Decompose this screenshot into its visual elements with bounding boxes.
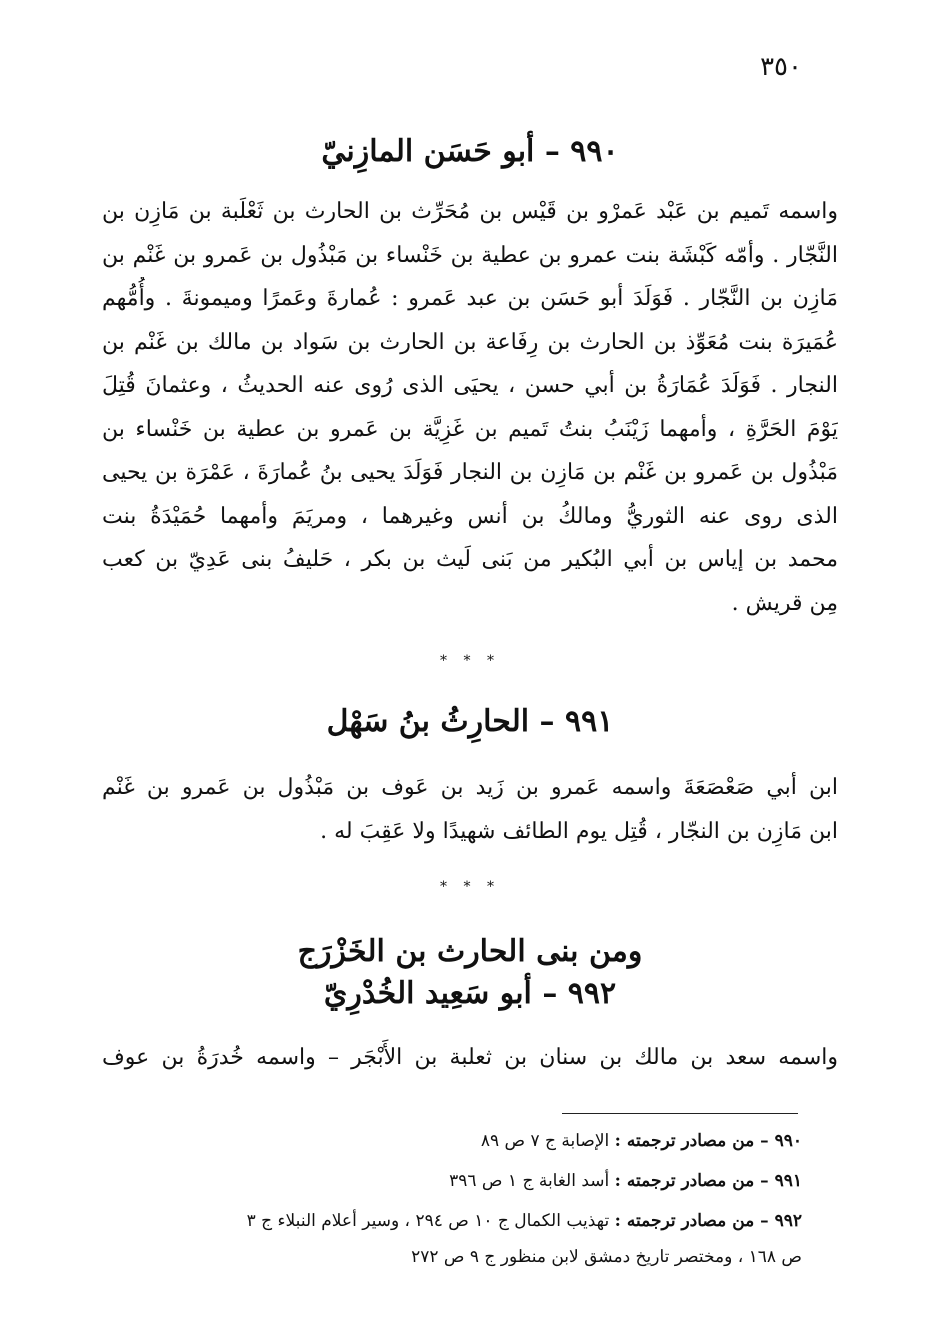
footnote-992-continuation: ص ١٦٨ ، ومختصر تاريخ دمشق لابن منظور ج ٩ ص ٢٧٢ [411,1247,802,1267]
entry-body-991 [102,766,838,853]
text-line: مِن قريش . [731,590,838,616]
footnote-label: ٩٩٢ – من مصادر ترجمته : [614,1211,802,1231]
group-subheading: ومن بنى الحارث بن الخَزْرَج [297,934,643,969]
text-line: محمد بن إياس بن أبي البُكير من بَنى لَيث بن بكر ، حَليفُ بنى عَدِيّ بن كعب [102,547,838,572]
footnote-text: تهذيب الكمال ج ١٠ ص ٢٩٤ ، وسير أعلام النبلاء ج ٣ [246,1211,610,1231]
text-line: مَبْذُول بن عَمرو بن غَنْم بن مَازِن بن النجار فَوَلَدَ يحيى بنُ عُمارَةَ ، عَمْرَة بن يحيى [102,460,838,485]
section-separator: * * * [440,653,500,669]
text-line: عُمَيرَة بنت مُعَوِّذ بن الحارث بن رِفَاعة بن الحارث بن سَواد بن مالك بن غَنْم بن [102,329,838,355]
text-line: يَوْمَ الحَرَّةِ ، وأمهما زَيْنَبُ بنتُ تَميم بن غَزِيَّة بن عَمرو بن عطية بن خَنْساء بن [102,416,838,442]
entry-heading-990: ٩٩٠ – أبو حَسَن المازِنيّ [321,134,619,169]
page-number: ٣٥٠ [760,52,802,82]
footnote-990 [102,1128,802,1154]
footnote-text: أسد الغابة ج ١ ص ٣٩٦ [449,1171,610,1191]
footnote-label: ٩٩٠ – من مصادر ترجمته : [614,1131,802,1151]
footnote-text: الإصابة ج ٧ ص ٨٩ [480,1131,610,1151]
footnote-991 [102,1168,802,1194]
footnote-rule [562,1113,798,1114]
text-line: ابن مَازِن بن النجّار ، قُتِل يوم الطائف شهيدًا ولا عَقِبَ له . [320,818,838,844]
text-line: الذى روى عنه الثوريُّ ومالكُ بن أنس وغيرهما ، ومريَمَ وأمهما حُمَيْدَةُ بنت [102,503,838,529]
text-line: واسمه سعد بن مالك بن سنان بن ثعلبة بن الأَبْجَر – واسمه خُدرَةُ بن عوف [102,1045,838,1070]
footnote-label: ٩٩١ – من مصادر ترجمته : [614,1171,802,1191]
text-line: مَازِن بن النَّجّار . فَوَلَدَ أبو حَسَن بن عبد عَمرو : عُمارةَ وعَمرًا وميمونةَ . وأُمُّهم [102,286,838,311]
section-separator: * * * [440,879,500,895]
entry-heading-992: ٩٩٢ – أبو سَعِيد الخُدْرِيّ [323,976,617,1011]
entry-heading-991: ٩٩١ – الحارِثُ بنُ سَهْل [326,704,614,739]
text-line: النجار . فَوَلَدَ عُمَارَةُ بن أبي حسن ، يحيَى الذى رُوى عنه الحديثُ ، وعثمانَ قُتِلَ [102,373,838,398]
text-line: ابن أبي صَعْصَعَةَ واسمه عَمرو بن زَيد بن عَوف بن مَبْذُول بن عَمرو بن غَنْم [102,775,838,800]
footnote-992 [102,1208,802,1234]
entry-body-992 [102,1036,838,1080]
text-line: واسمه تَميم بن عَبْد عَمرْو بن قَيْس بن مُحَرِّث بن الحارث بن ثَعْلَبة بن مَازِن بن [102,199,838,224]
text-line: النَّجّار . وأمّه كَبْشَة بنت عمرو بن عطية بن خَنْساء بن مَبْذُول بن عَمرو بن غَنْم بن [102,242,838,268]
entry-body-990 [102,190,838,625]
